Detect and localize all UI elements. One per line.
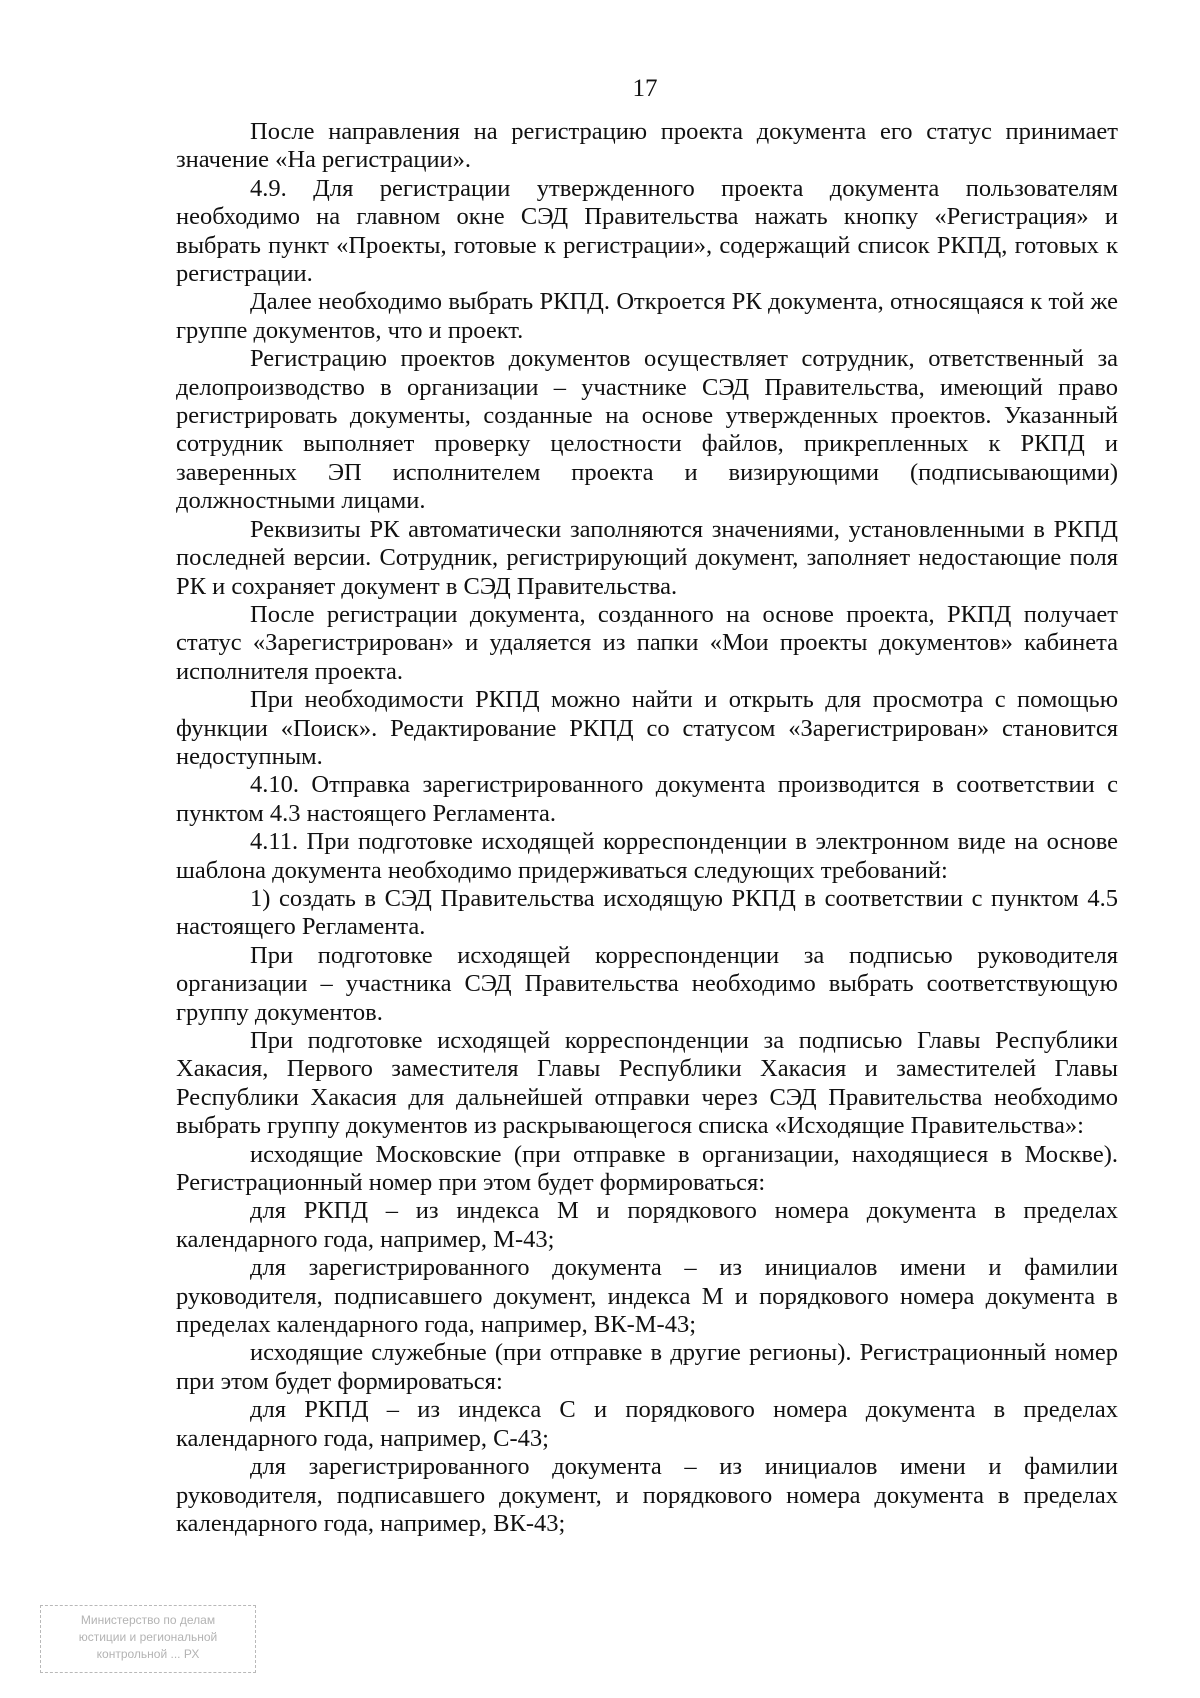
paragraph: 4.11. При подготовке исходящей корреспонденции в электронном виде на основе шаблона документа необходимо придерживаться следующих требований:	[176, 828, 1118, 884]
paragraph: 4.9. Для регистрации утвержденного проекта документа пользователям необходимо на главном окне СЭД Правительства нажать кнопку «Регистрация» и выбрать пункт «Проекты, готовые к регистрации», содержащий список РКПД, готовых к регистрации.	[176, 174, 1118, 288]
ministry-stamp	[40, 1605, 256, 1673]
paragraph: для РКПД – из индекса М и порядкового номера документа в пределах календарного года, например, М-43;	[176, 1197, 1118, 1253]
paragraph: При подготовке исходящей корреспонденции за подписью Главы Республики Хакасия, Первого заместителя Главы Республики Хакасия и заместителей Главы Республики Хакасия для дальнейшей отправки через СЭД Правительства необходимо выбрать группу документов из раскрывающегося списка «Исходящие Правительства»:	[176, 1027, 1118, 1140]
body-text	[176, 118, 1118, 1538]
paragraph: После регистрации документа, созданного на основе проекта, РКПД получает статус «Зарегистрирован» и удаляется из папки «Мои проекты документов» кабинета исполнителя проекта.	[176, 600, 1118, 685]
paragraph: При необходимости РКПД можно найти и открыть для просмотра с помощью функции «Поиск». Редактирование РКПД со статусом «Зарегистрирован» становится недоступным.	[176, 686, 1118, 770]
stamp-line: юстиции и региональной	[78, 1630, 218, 1644]
page-number: 17	[632, 75, 658, 102]
paragraph: для РКПД – из индекса С и порядкового номера документа в пределах календарного года, например, С-43;	[176, 1396, 1118, 1452]
paragraph: Реквизиты РК автоматически заполняются значениями, установленными в РКПД последней версии. Сотрудник, регистрирующий документ, заполняет недостающие поля РК и сохраняет документ в СЭД Правительства.	[176, 515, 1118, 600]
paragraph: При подготовке исходящей корреспонденции за подписью руководителя организации – участника СЭД Правительства необходимо выбрать соответствующую группу документов.	[176, 941, 1118, 1026]
paragraph: для зарегистрированного документа – из инициалов имени и фамилии руководителя, подписавшего документ, и порядкового номера документа в пределах календарного года, например, ВК-43;	[176, 1453, 1118, 1537]
stamp-line: Министерство по делам	[80, 1613, 216, 1627]
paragraph: исходящие Московские (при отправке в организации, находящиеся в Москве). Регистрационный номер при этом будет формироваться:	[176, 1140, 1118, 1197]
paragraph: 4.10. Отправка зарегистрированного документа производится в соответствии с пунктом 4.3 настоящего Регламента.	[176, 771, 1118, 827]
paragraph: 1) создать в СЭД Правительства исходящую РКПД в соответствии с пунктом 4.5 настоящего Регламента.	[176, 884, 1118, 941]
stamp-line: контрольной ... РХ	[96, 1647, 200, 1661]
paragraph: Далее необходимо выбрать РКПД. Откроется РК документа, относящаяся к той же группе документов, что и проект.	[176, 288, 1118, 344]
paragraph: После направления на регистрацию проекта документа его статус принимает значение «На регистрации».	[176, 118, 1118, 174]
paragraph: для зарегистрированного документа – из инициалов имени и фамилии руководителя, подписавшего документ, индекса М и порядкового номера документа в пределах календарного года, например, ВК-М-43;	[176, 1254, 1118, 1339]
paragraph: исходящие служебные (при отправке в другие регионы). Регистрационный номер при этом будет формироваться:	[176, 1339, 1118, 1395]
paragraph: Регистрацию проектов документов осуществляет сотрудник, ответственный за делопроизводство в организации – участнике СЭД Правительства, имеющий право регистрировать документы, созданные на основе утвержденных проектов. Указанный сотрудник выполняет проверку целостности файлов, прикрепленных к РКПД и заверенных ЭП исполнителем проекта и визирующими (подписывающими) должностными лицами.	[176, 345, 1118, 515]
